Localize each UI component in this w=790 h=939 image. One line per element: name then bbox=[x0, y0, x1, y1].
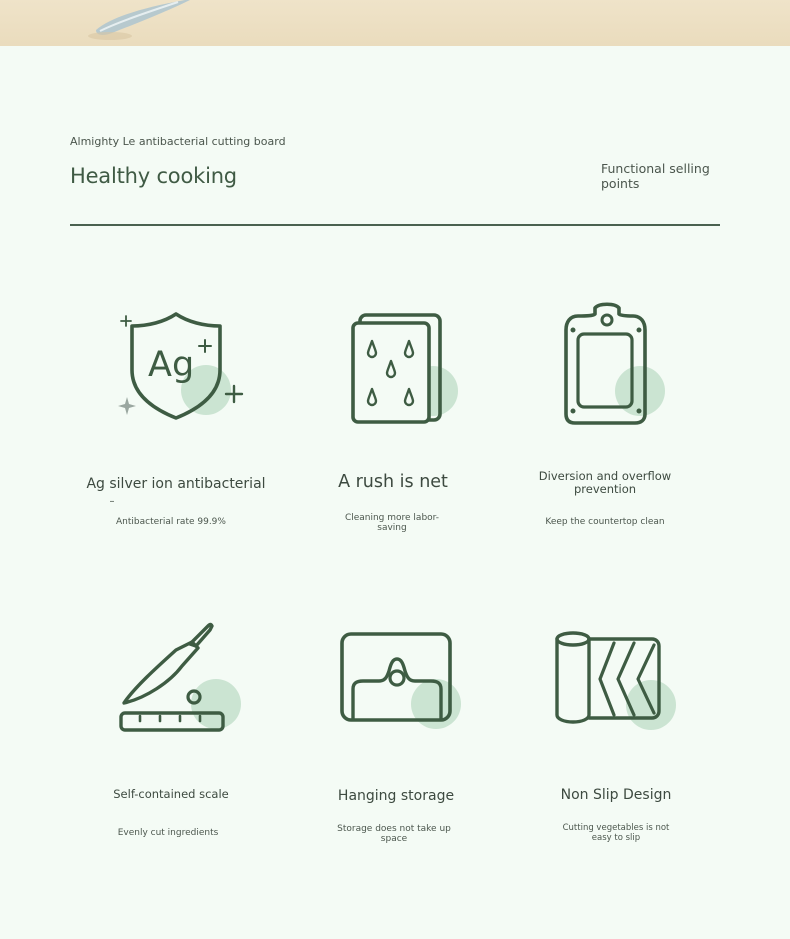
feature-title: Self-contained scale bbox=[113, 787, 229, 801]
feature-title: Hanging storage bbox=[337, 788, 455, 804]
feature-title: Diversion and overflow prevention bbox=[538, 469, 672, 496]
page-title: Healthy cooking bbox=[70, 164, 237, 188]
feature-description: Antibacterial rate 99.9% bbox=[116, 517, 226, 527]
feature-description: Cutting vegetables is not easy to slip bbox=[562, 823, 670, 843]
section-label: Functional selling points bbox=[601, 161, 710, 191]
hanging-board-icon bbox=[335, 625, 475, 735]
hero-image-strip bbox=[0, 0, 790, 46]
feature-title: Ag silver ion antibacterial bbox=[86, 476, 266, 492]
non-slip-roll-icon bbox=[550, 625, 690, 735]
feature-description: Keep the countertop clean bbox=[545, 517, 665, 527]
feature-description: Storage does not take up space bbox=[337, 824, 451, 844]
feature-title: A rush is net bbox=[338, 472, 448, 492]
shield-ag-icon bbox=[110, 300, 250, 430]
feature-title: Non Slip Design bbox=[560, 787, 672, 803]
cutting-board-groove-icon bbox=[555, 300, 675, 430]
feature-description: Cleaning more labor-saving bbox=[344, 513, 440, 533]
ag-symbol-text: Ag bbox=[148, 345, 195, 385]
page-subtitle: Almighty Le antibacterial cutting board bbox=[70, 135, 286, 148]
title-dash-mark: – bbox=[109, 496, 115, 507]
feature-description: Evenly cut ingredients bbox=[117, 828, 219, 838]
knife-scale-icon bbox=[110, 610, 250, 740]
product-handle-image bbox=[0, 0, 790, 46]
water-drops-board-icon bbox=[340, 305, 470, 435]
header-divider bbox=[70, 224, 720, 226]
